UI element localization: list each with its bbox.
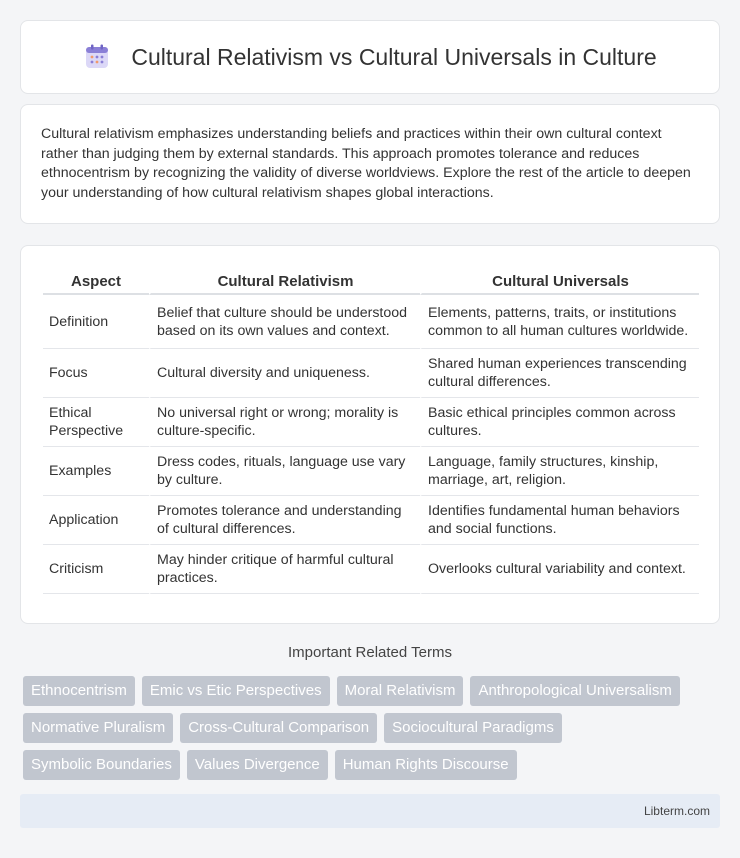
intro-paragraph: Cultural relativism emphasizes understanding beliefs and practices within their own cultural context rather than judging them by external standards. This approach promotes tolerance and reduces ethnocentrism by recognizing the validity of diverse worldviews. Explore the rest of the article to deepen your understanding of how cultural relativism shapes global interactions. xyxy=(41,126,691,201)
table-row xyxy=(43,545,699,594)
header-cultural-universals: Cultural Universals xyxy=(420,266,699,295)
cell-aspect: Definition xyxy=(43,295,149,349)
cell-aspect: Ethical Perspective xyxy=(43,398,149,447)
page-title: Cultural Relativism vs Cultural Universals in Culture xyxy=(131,43,657,70)
tag-anthropological-universalism[interactable]: Anthropological Universalism xyxy=(470,676,679,706)
header-cultural-relativism: Cultural Relativism xyxy=(149,266,420,295)
cell-relativism: Cultural diversity and uniqueness. xyxy=(149,349,420,398)
tag-cross-cultural-comparison[interactable]: Cross-Cultural Comparison xyxy=(180,713,377,743)
intro-card xyxy=(20,104,720,224)
cell-aspect: Criticism xyxy=(43,545,149,594)
tag-symbolic-boundaries[interactable]: Symbolic Boundaries xyxy=(23,750,180,780)
tag-emic-vs-etic[interactable]: Emic vs Etic Perspectives xyxy=(142,676,330,706)
cell-relativism: May hinder critique of harmful cultural practices. xyxy=(149,545,420,594)
cell-aspect: Application xyxy=(43,496,149,545)
cell-relativism: Dress codes, rituals, language use vary by culture. xyxy=(149,447,420,496)
cell-aspect: Focus xyxy=(43,349,149,398)
table-row xyxy=(43,295,699,349)
cell-relativism: Promotes tolerance and understanding of cultural differences. xyxy=(149,496,420,545)
table-row xyxy=(43,447,699,496)
title-card xyxy=(20,20,720,94)
cell-universals: Shared human experiences transcending cultural differences. xyxy=(420,349,699,398)
table-row xyxy=(43,398,699,447)
cell-universals: Overlooks cultural variability and context. xyxy=(420,545,699,594)
related-terms-list xyxy=(23,676,723,780)
tag-human-rights-discourse[interactable]: Human Rights Discourse xyxy=(335,750,517,780)
cell-universals: Identifies fundamental human behaviors and social functions. xyxy=(420,496,699,545)
related-terms-heading: Important Related Terms xyxy=(288,644,452,661)
tag-ethnocentrism[interactable]: Ethnocentrism xyxy=(23,676,135,706)
footer xyxy=(20,794,720,828)
tag-sociocultural-paradigms[interactable]: Sociocultural Paradigms xyxy=(384,713,562,743)
table-row xyxy=(43,349,699,398)
tag-values-divergence[interactable]: Values Divergence xyxy=(187,750,328,780)
calendar-icon xyxy=(83,43,111,71)
cell-relativism: Belief that culture should be understood based on its own values and context. xyxy=(149,295,420,349)
table-row xyxy=(43,496,699,545)
tag-normative-pluralism[interactable]: Normative Pluralism xyxy=(23,713,173,743)
footer-site-link[interactable]: Libterm.com xyxy=(643,804,710,818)
cell-universals: Elements, patterns, traits, or institutions common to all human cultures worldwide. xyxy=(420,295,699,349)
cell-universals: Basic ethical principles common across cultures. xyxy=(420,398,699,447)
cell-aspect: Examples xyxy=(43,447,149,496)
tag-moral-relativism[interactable]: Moral Relativism xyxy=(337,676,464,706)
cell-relativism: No universal right or wrong; morality is culture-specific. xyxy=(149,398,420,447)
table-header-row xyxy=(43,266,699,295)
comparison-table-card xyxy=(20,245,720,624)
cell-universals: Language, family structures, kinship, marriage, art, religion. xyxy=(420,447,699,496)
header-aspect: Aspect xyxy=(43,266,149,295)
comparison-table xyxy=(43,266,699,594)
